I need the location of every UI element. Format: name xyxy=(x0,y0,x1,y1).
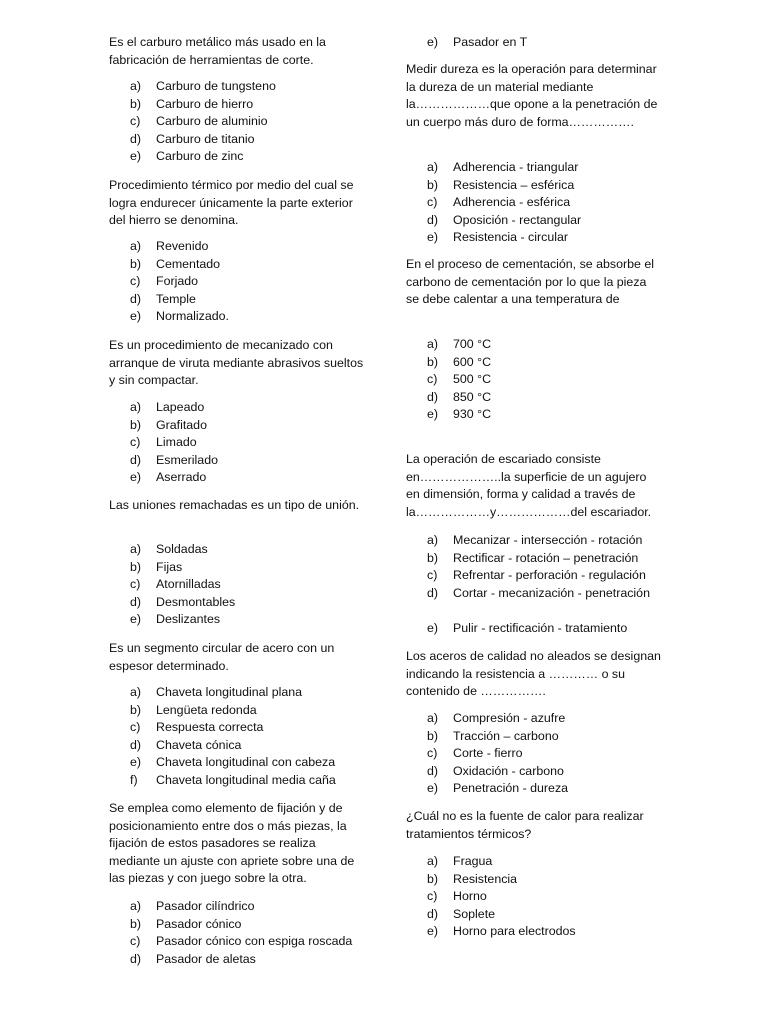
question-4-options xyxy=(130,541,235,629)
option-text: Tracción – carbono xyxy=(453,728,559,743)
option xyxy=(130,594,235,612)
option-letter: e) xyxy=(130,755,142,770)
question-7-options xyxy=(427,159,581,247)
question-8: En el proceso de cementación, se absorbe el carbono de cementación por lo que la pieza se debe calentar a una temperatura de xyxy=(406,257,654,307)
question-11-options xyxy=(427,853,576,941)
option xyxy=(130,96,276,114)
option xyxy=(130,78,276,96)
option-letter: b) xyxy=(130,96,142,111)
question-6: Se emplea como elemento de fijación y de posicionamiento entre dos o más piezas, la fijación de estos pasadores se realiza mediante un ajuste con apriete sobre una de las piezas y con juego sobre la otra. xyxy=(109,801,355,886)
option-text: Fragua xyxy=(453,854,493,868)
option-letter: e) xyxy=(427,620,439,635)
option-letter: a) xyxy=(130,899,142,913)
option-text: Lapeado xyxy=(156,400,205,414)
option-letter: b) xyxy=(427,550,439,565)
option-text: Lengüeta redonda xyxy=(156,702,257,717)
option-text: Pasador de aletas xyxy=(156,951,256,966)
option-text: Refrentar - perforación - regulación xyxy=(453,568,646,583)
option-letter: c) xyxy=(427,746,438,761)
option xyxy=(427,159,581,177)
option-letter: b) xyxy=(427,728,439,743)
option-text: Deslizantes xyxy=(156,612,221,627)
option-letter: c) xyxy=(130,934,141,949)
option-text: Cementado xyxy=(156,256,221,271)
option-text: Carburo de zinc xyxy=(156,149,244,164)
option-text: Desmontables xyxy=(156,594,236,609)
option-letter: c) xyxy=(427,568,438,583)
option-text: Carburo de hierro xyxy=(156,96,254,111)
option xyxy=(130,273,229,291)
option-text: Esmerilado xyxy=(156,452,218,467)
option-letter: b) xyxy=(427,177,439,192)
option-letter: e) xyxy=(427,230,439,245)
option xyxy=(130,434,218,452)
option-text: Atornilladas xyxy=(156,577,221,592)
option xyxy=(427,406,491,424)
option xyxy=(427,923,576,941)
option-letter: a) xyxy=(427,711,439,725)
option xyxy=(427,710,568,728)
option xyxy=(427,550,663,568)
option-text: Carburo de aluminio xyxy=(156,114,268,129)
option xyxy=(427,567,663,585)
option-letter: e) xyxy=(427,35,439,49)
option xyxy=(130,951,352,969)
option-letter: d) xyxy=(130,737,142,752)
option-text: Chaveta longitudinal con cabeza xyxy=(156,755,336,770)
option xyxy=(130,399,218,417)
option-letter: c) xyxy=(130,720,141,735)
option-text: Resistencia - circular xyxy=(453,230,568,245)
question-2: Procedimiento térmico por medio del cual se logra endurecer únicamente la parte exterior del hierro se denomina. xyxy=(109,178,354,228)
option-text: Pasador en T xyxy=(453,35,528,49)
option-letter: d) xyxy=(427,763,439,778)
option xyxy=(130,148,276,166)
question-7: Medir dureza es la operación para determinar la dureza de un material mediante la………………que opone a la penetración de un cuerpo más duro de forma……………. xyxy=(406,62,658,129)
option-text: Horno para electrodos xyxy=(453,924,576,939)
option xyxy=(130,113,276,131)
option xyxy=(427,728,568,746)
option-text: Mecanizar - intersección - rotación xyxy=(453,533,643,547)
option-letter: d) xyxy=(427,212,439,227)
option xyxy=(427,853,576,871)
option-letter: d) xyxy=(130,291,142,306)
option-text: Respuesta correcta xyxy=(156,720,264,735)
option-letter: b) xyxy=(427,354,439,369)
question-10: Los aceros de calidad no aleados se designan indicando la resistencia a ………… o su contenido de ……………. xyxy=(406,649,661,699)
option-text: Chaveta longitudinal media caña xyxy=(156,772,336,787)
option xyxy=(427,229,581,247)
option xyxy=(427,371,491,389)
question-8-options xyxy=(427,336,491,424)
question-5-options xyxy=(130,684,336,790)
option-letter: e) xyxy=(427,924,439,939)
option xyxy=(130,291,229,309)
option xyxy=(427,336,491,354)
option-letter: e) xyxy=(130,149,142,164)
option xyxy=(130,541,235,559)
option-letter: c) xyxy=(130,274,141,289)
option-text: Oposición - rectangular xyxy=(453,212,582,227)
option-letter: c) xyxy=(130,577,141,592)
option-text: 600 °C xyxy=(453,354,492,369)
option-letter: e) xyxy=(130,470,142,485)
option-letter: d) xyxy=(130,951,142,966)
option xyxy=(130,308,229,326)
option xyxy=(130,933,352,951)
option xyxy=(427,194,581,212)
option-letter: d) xyxy=(130,594,142,609)
option-letter: a) xyxy=(130,685,142,699)
option-text: Carburo de titanio xyxy=(156,131,255,146)
option xyxy=(427,871,576,889)
option-text: 930 °C xyxy=(453,407,492,422)
question-1-options xyxy=(130,78,276,166)
option-letter: a) xyxy=(130,239,142,253)
option-letter: b) xyxy=(130,916,142,931)
option xyxy=(130,719,336,737)
option-letter: d) xyxy=(427,906,439,921)
option-letter: d) xyxy=(427,389,439,404)
option-letter: d) xyxy=(427,585,439,600)
question-11: ¿Cuál no es la fuente de calor para realizar tratamientos térmicos? xyxy=(406,809,644,841)
option xyxy=(130,131,276,149)
option-text: Chaveta longitudinal plana xyxy=(156,685,303,699)
option xyxy=(427,906,576,924)
question-2-options xyxy=(130,238,229,326)
option-text: Oxidación - carbono xyxy=(453,763,564,778)
option-letter: b) xyxy=(130,702,142,717)
option xyxy=(427,177,581,195)
option-letter: e) xyxy=(427,407,439,422)
option-text: Revenido xyxy=(156,239,209,253)
option xyxy=(427,585,663,620)
option-text: Corte - fierro xyxy=(453,746,523,761)
option-text: Adherencia - triangular xyxy=(453,160,579,174)
option-text: Normalizado. xyxy=(156,309,229,324)
option xyxy=(130,772,336,790)
option xyxy=(427,888,576,906)
question-1: Es el carburo metálico más usado en la fabricación de herramientas de corte. xyxy=(109,35,326,67)
option xyxy=(130,559,235,577)
option-letter: a) xyxy=(130,542,142,556)
option-text: Horno xyxy=(453,889,487,904)
option-text: Chaveta cónica xyxy=(156,737,242,752)
option-text: Limado xyxy=(156,435,197,450)
option xyxy=(427,780,568,798)
option-text: 850 °C xyxy=(453,389,492,404)
option xyxy=(130,702,336,720)
option-letter: a) xyxy=(427,854,439,868)
option-letter: d) xyxy=(130,452,142,467)
option-letter: c) xyxy=(130,114,141,129)
option-letter: a) xyxy=(427,160,439,174)
option-letter: c) xyxy=(427,889,438,904)
option xyxy=(427,763,568,781)
option-text: Rectificar - rotación – penetración xyxy=(453,550,639,565)
option-letter: c) xyxy=(427,195,438,210)
option-text: Pasador cónico con espiga roscada xyxy=(156,934,353,949)
question-4: Las uniones remachadas es un tipo de unión. xyxy=(109,498,360,512)
option-text: Pulir - rectificación - tratamiento xyxy=(453,620,628,635)
question-3: Es un procedimiento de mecanizado con arranque de viruta mediante abrasivos sueltos y sin compactar. xyxy=(109,338,364,388)
option-text: Pasador cónico xyxy=(156,916,242,931)
option-text: Resistencia xyxy=(453,871,518,886)
option xyxy=(427,620,663,638)
question-9-options xyxy=(427,532,663,638)
question-5: Es un segmento circular de acero con un espesor determinado. xyxy=(109,641,335,673)
question-6-continued-options xyxy=(427,34,527,52)
option xyxy=(130,898,352,916)
option-text: Fijas xyxy=(156,559,183,574)
question-6-options xyxy=(130,898,352,968)
option xyxy=(130,469,218,487)
option xyxy=(427,34,527,52)
option-letter: c) xyxy=(427,372,438,387)
option-letter: d) xyxy=(130,131,142,146)
option-text: Soplete xyxy=(453,906,496,921)
option-letter: a) xyxy=(130,79,142,93)
option-text: Cortar - mecanización - penetración xyxy=(453,585,650,600)
option xyxy=(427,532,663,550)
option-text: Soldadas xyxy=(156,542,208,556)
option xyxy=(130,238,229,256)
option-text: 700 °C xyxy=(453,337,492,351)
option xyxy=(130,576,235,594)
option-text: Forjado xyxy=(156,274,199,289)
option-letter: b) xyxy=(130,256,142,271)
option xyxy=(130,916,352,934)
option-text: Adherencia - esférica xyxy=(453,195,571,210)
option-letter: f) xyxy=(130,772,138,787)
option-text: 500 °C xyxy=(453,372,492,387)
question-3-options xyxy=(130,399,218,487)
option-letter: a) xyxy=(130,400,142,414)
question-9: La operación de escariado consiste en………………..la superficie de un agujero en dimensión, forma y calidad a través de la………………y………………del escariador. xyxy=(406,452,652,519)
option xyxy=(427,745,568,763)
question-10-options xyxy=(427,710,568,798)
option xyxy=(130,737,336,755)
option xyxy=(427,212,581,230)
option xyxy=(130,256,229,274)
option-letter: e) xyxy=(130,309,142,324)
option-letter: b) xyxy=(130,417,142,432)
option-text: Temple xyxy=(156,291,196,306)
option-text: Aserrado xyxy=(156,470,207,485)
option-letter: a) xyxy=(427,533,439,547)
option-text: Compresión - azufre xyxy=(453,711,566,725)
option xyxy=(130,611,235,629)
option-text: Pasador cilíndrico xyxy=(156,899,255,913)
option xyxy=(130,754,336,772)
option-letter: c) xyxy=(130,435,141,450)
option-text: Penetración - dureza xyxy=(453,781,569,796)
option xyxy=(427,389,491,407)
option-text: Carburo de tungsteno xyxy=(156,79,276,93)
option-text: Resistencia – esférica xyxy=(453,177,575,192)
option-letter: b) xyxy=(427,871,439,886)
option xyxy=(130,452,218,470)
option xyxy=(427,354,491,372)
option-letter: e) xyxy=(427,781,439,796)
option xyxy=(130,684,336,702)
option-letter: e) xyxy=(130,612,142,627)
option-letter: b) xyxy=(130,559,142,574)
option-text: Grafitado xyxy=(156,417,207,432)
option xyxy=(130,417,218,435)
option-letter: a) xyxy=(427,337,439,351)
